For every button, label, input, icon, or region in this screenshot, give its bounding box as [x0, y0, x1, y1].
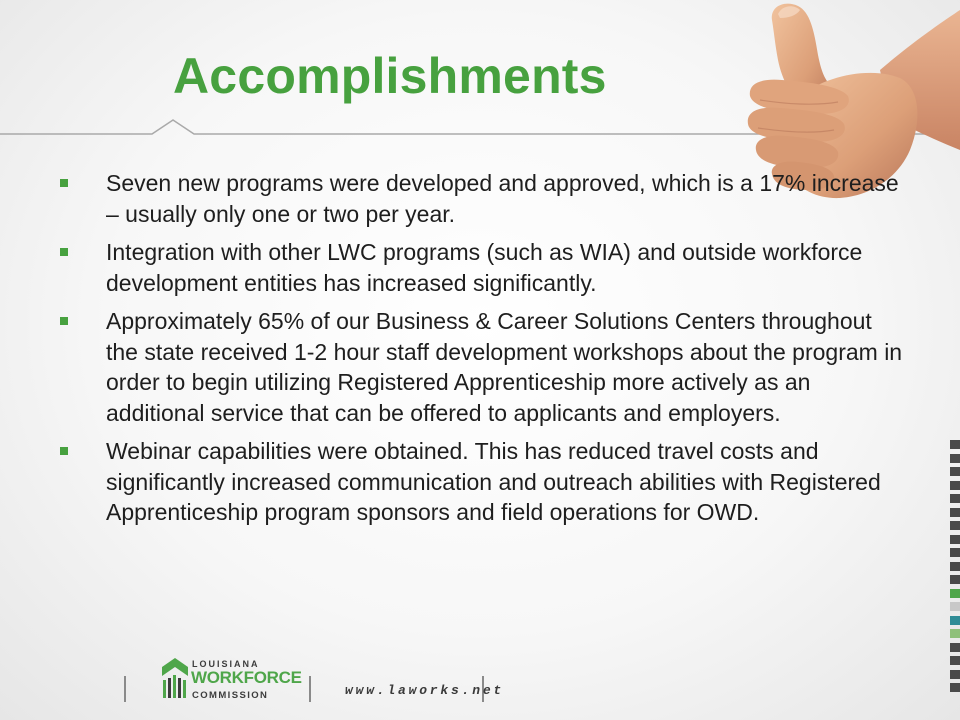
bullet-text: Integration with other LWC programs (such as WIA) and outside workforce development entities has increased significantly. — [106, 239, 863, 296]
website-link[interactable]: www.laworks.net — [345, 683, 505, 698]
bullet-text: Approximately 65% of our Business & Career Solutions Centers throughout the state received 1-2 hour staff development workshops about the program in order to begin utilizing Registered Apprenticeship more actively as an additional service that can be offered to applicants and employers. — [106, 308, 903, 426]
footer-separator — [309, 676, 311, 702]
bullet-item — [58, 168, 908, 229]
square-bullet-icon — [60, 447, 68, 455]
bullet-text: Webinar capabilities were obtained. This has reduced travel costs and significantly increased communication and outreach abilities with Registered Apprenticeship program sponsors and field operations for OWD. — [106, 438, 881, 525]
workforce-logo-mark-icon — [162, 658, 188, 702]
footer — [0, 652, 960, 708]
bullet-item — [58, 306, 908, 428]
bullet-text: Seven new programs were developed and approved, which is a 17% increase – usually only one or two per year. — [106, 170, 899, 227]
logo-sub-text: COMMISSION — [192, 690, 269, 701]
slide-title: Accomplishments — [173, 48, 607, 104]
bullet-item — [58, 237, 908, 298]
square-bullet-icon — [60, 317, 68, 325]
square-bullet-icon — [60, 179, 68, 187]
logo-main-text: WORKFORCE — [191, 668, 302, 687]
square-bullet-icon — [60, 248, 68, 256]
footer-separator — [124, 676, 126, 702]
bullet-item — [58, 436, 908, 528]
lwc-logo — [162, 656, 302, 704]
bullet-list — [58, 168, 908, 536]
logo-top-text: LOUISIANA — [192, 659, 260, 669]
